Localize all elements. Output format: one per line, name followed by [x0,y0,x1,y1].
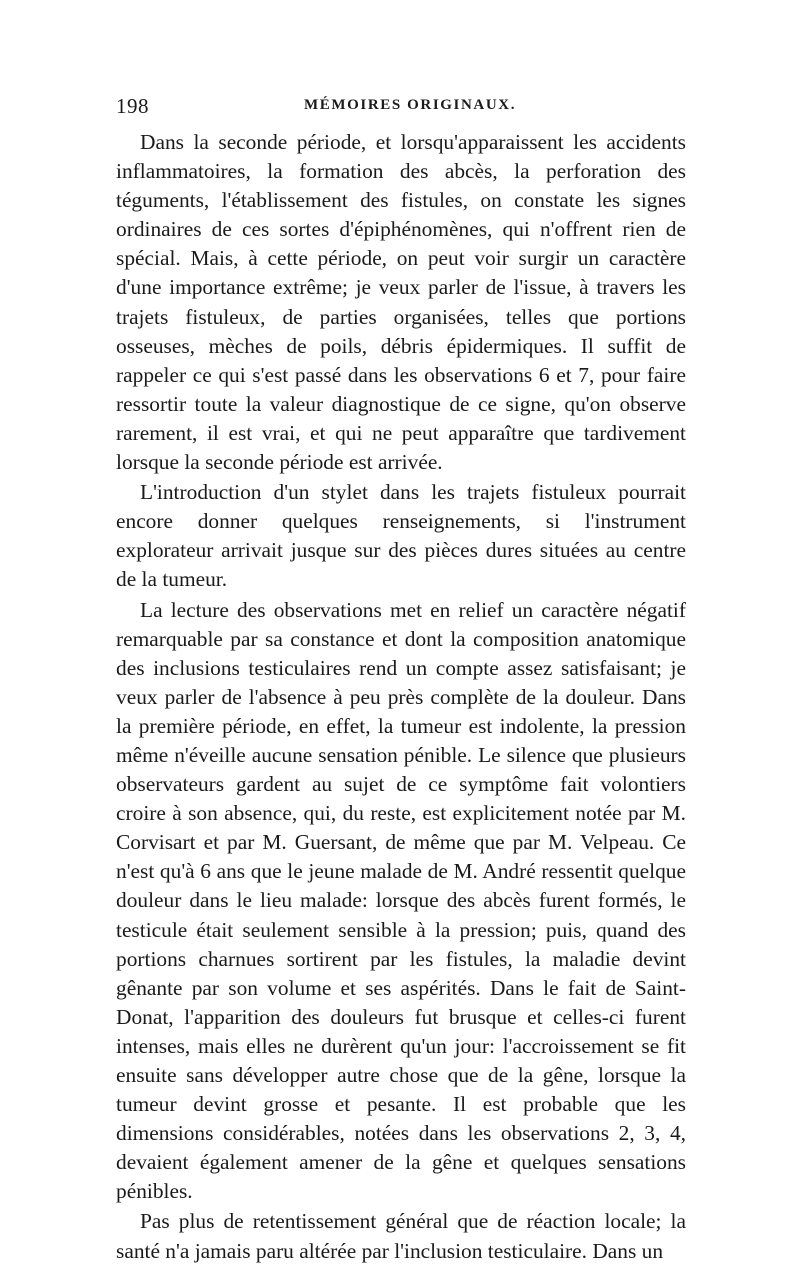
page-number: 198 [116,94,149,118]
body-text [116,128,686,1266]
paragraph: L'introduction d'un stylet dans les trajets fistuleux pourrait encore donner quelques renseignements, si l'instrument explorateur arrivait jusque sur des pièces dures situées au centre de la tumeur. [116,480,686,592]
page-header [116,94,686,120]
paragraph: La lecture des observations met en relief un caractère négatif remarquable par sa constance et dont la composition anatomique des inclusions testiculaires rend un compte assez satisfaisant; je veux parler de l'absence à peu près complète de la douleur. Dans la première période, en effet, la tumeur est indolente, la pression même n'éveille aucune sensation pénible. Le silence que plusieurs observateurs gardent au sujet de ce symptôme fait volontiers croire à son absence, qui, du reste, est explicitement notée par M. Corvisart et par M. Guersant, de même que par M. Velpeau. Ce n'est qu'à 6 ans que le jeune malade de M. André ressentit quelque douleur dans le lieu malade: lorsque des abcès furent formés, le testicule était seulement sensible à la pression; puis, quand des portions charnues sortirent par les fistules, la maladie devint gênante par son volume et ses aspérités. Dans le fait de Saint-Donat, l'apparition des douleurs fut brusque et celles-ci furent intenses, mais elles ne durèrent qu'un jour: l'accroissement se fit ensuite sans développer autre chose que de la gêne, lorsque la tumeur devint grosse et pesante. Il est probable que les dimensions considérables, notées dans les observations 2, 3, 4, devaient également amener de la gêne et quelques sensations pénibles. [116,597,686,1204]
running-head: MÉMOIRES ORIGINAUX. [304,97,517,113]
paragraph: Dans la seconde période, et lorsqu'apparaissent les accidents inflammatoires, la formation des abcès, la perforation des téguments, l'établissement des fistules, on constate les signes ordinaires de ces sortes d'épiphénomènes, qui n'offrent rien de spécial. Mais, à cette période, on peut voir surgir un caractère d'une importance extrême; je veux parler de l'issue, à travers les trajets fistuleux, de parties organisées, telles que portions osseuses, mèches de poils, débris épidermiques. Il suffit de rappeler ce qui s'est passé dans les observations 6 et 7, pour faire ressortir toute la valeur diagnostique de ce signe, qu'on observe rarement, il est vrai, et qui ne peut apparaître que tardivement lorsque la seconde période est arrivée. [116,130,686,475]
paragraph: Pas plus de retentissement général que de réaction locale; la santé n'a jamais paru altérée par l'inclusion testiculaire. Dans un [116,1209,686,1263]
